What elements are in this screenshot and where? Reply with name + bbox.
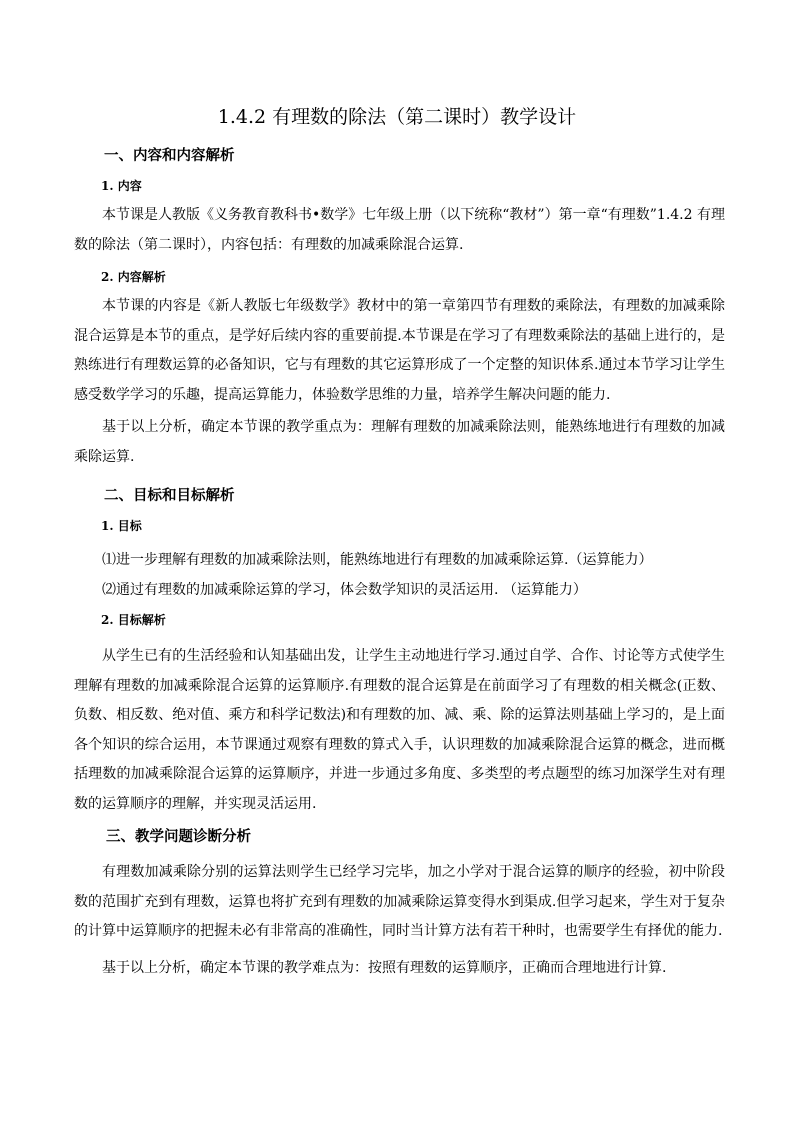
section-heading-diagnosis: 三、教学问题诊断分析 bbox=[106, 828, 251, 845]
subheading-goals: 1. 目标 bbox=[101, 519, 142, 533]
goal-item-2: ⑵通过有理数的加减乘除运算的学习，体会数学知识的灵活运用. （运算能力） bbox=[102, 582, 587, 598]
section-heading-content: 一、内容和内容解析 bbox=[104, 147, 235, 164]
subheading-content: 1. 内容 bbox=[101, 179, 142, 193]
document-title: 1.4.2 有理数的除法（第二课时）教学设计 bbox=[217, 106, 577, 128]
paragraph-content: 本节课是人教版《义务教育教科书•数学》七年级上册（以下统称“教材”）第一章“有理数”1.4.2 有理数的除法（第二课时），内容包括：有理数的加减乘除混合运算. bbox=[74, 207, 725, 253]
subheading-goals-analysis: 2. 目标解析 bbox=[101, 613, 166, 627]
subheading-content-analysis: 2. 内容解析 bbox=[101, 270, 166, 284]
goal-item-1: ⑴进一步理解有理数的加减乘除法则，能熟练地进行有理数的加减乘除运算.（运算能力） bbox=[102, 552, 653, 568]
paragraph-content-analysis: 本节课的内容是《新人教版七年级数学》教材中的第一章第四节有理数的乘除法，有理数的加减乘除混合运算是本节的重点，是学好后续内容的重要前提.本节课是在学习了有理数乘除法的基础上进行的，是熟练进行有理数运算的必备知识，它与有理数的其它运算形成了一个定整的知识体系.通过本节学习让学生感受数学学习的乐趣，提高运算能力，体验数学思维的力量，培养学生解决问题的能力. bbox=[74, 298, 725, 403]
paragraph-diagnosis: 有理数加减乘除分别的运算法则学生已经学习完毕，加之小学对于混合运算的顺序的经验，初中阶段数的范围扩充到有理数，运算也将扩充到有理数的加减乘除运算变得水到渠成.但学习起来，学生对于复杂的计算中运算顺序的把握未必有非常高的准确性，同时当计算方法有若干种时，也需要学生有择优的能力. bbox=[74, 864, 725, 939]
paragraph-difficulty: 基于以上分析，确定本节课的教学难点为：按照有理数的运算顺序，正确而合理地进行计算. bbox=[102, 960, 667, 976]
paragraph-goals-analysis: 从学生已有的生活经验和认知基础出发，让学生主动地进行学习.通过自学、合作、讨论等方式使学生理解有理数的加减乘除混合运算的运算顺序.有理数的混合运算是在前面学习了有理数的相关概念(正数、负数、相反数、绝对值、乘方和科学记数法)和有理数的加、减、乘、除的运算法则基础上学习的，是上面各个知识的综合运用，本节课通过观察有理数的算式入手，认识理数的加减乘除混合运算的概念，进而概括理数的加减乘除混合运算的运算顺序，并进一步通过多角度、多类型的考点题型的练习加深学生对有理数的运算顺序的理解，并实现灵活运用. bbox=[74, 648, 725, 812]
section-heading-goals: 二、目标和目标解析 bbox=[104, 487, 235, 504]
paragraph-key-point: 基于以上分析，确定本节课的教学重点为：理解有理数的加减乘除法则，能熟练地进行有理数的加减乘除运算. bbox=[74, 419, 725, 465]
